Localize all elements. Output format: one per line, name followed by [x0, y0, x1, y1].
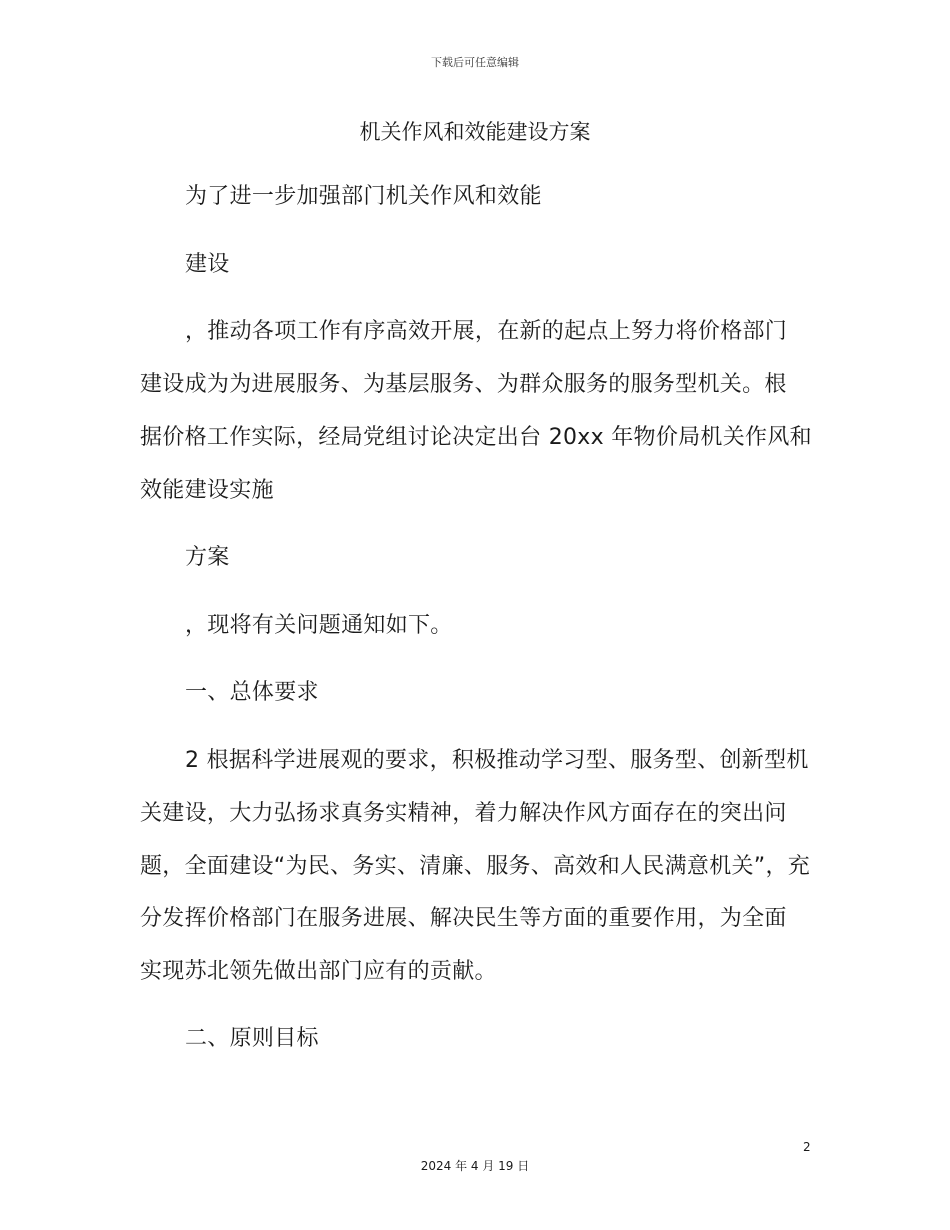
page-number: 2: [803, 1140, 811, 1154]
paragraph-line: 2 根据科学进展观的要求，积极推动学习型、服务型、创新型机: [185, 748, 809, 773]
page-header: 下载后可任意编辑: [431, 56, 519, 69]
paragraph-line: 效能建设实施: [140, 478, 274, 503]
paragraph-line: 方案: [185, 545, 230, 570]
paragraph-line: 建设成为为进展服务、为基层服务、为群众服务的服务型机关。根: [140, 372, 787, 397]
section-heading: 二、原则目标: [185, 1026, 319, 1051]
paragraph-line: 建设: [185, 252, 230, 277]
paragraph-line: ，推动各项工作有序高效开展，在新的起点上努力将价格部门: [185, 319, 788, 344]
footer-date: 2024 年 4 月 19 日: [420, 1159, 530, 1173]
paragraph-line: 关建设，大力弘扬求真务实精神，着力解决作风方面存在的突出问: [140, 801, 787, 826]
paragraph-line: 分发挥价格部门在服务进展、解决民生等方面的重要作用，为全面: [140, 906, 787, 931]
paragraph-line: 据价格工作实际，经局党组讨论决定出台 20xx 年物价局机关作风和: [140, 425, 812, 450]
section-heading: 一、总体要求: [185, 680, 319, 705]
paragraph-line: 实现苏北领先做出部门应有的贡献。: [140, 959, 497, 984]
paragraph-line: 为了进一步加强部门机关作风和效能: [185, 184, 542, 209]
document-title: 机关作风和效能建设方案: [359, 120, 591, 144]
paragraph-line: ，现将有关问题通知如下。: [185, 613, 453, 638]
paragraph-line: 题，全面建设“为民、务实、清廉、服务、高效和人民满意机关”，充: [140, 854, 811, 879]
